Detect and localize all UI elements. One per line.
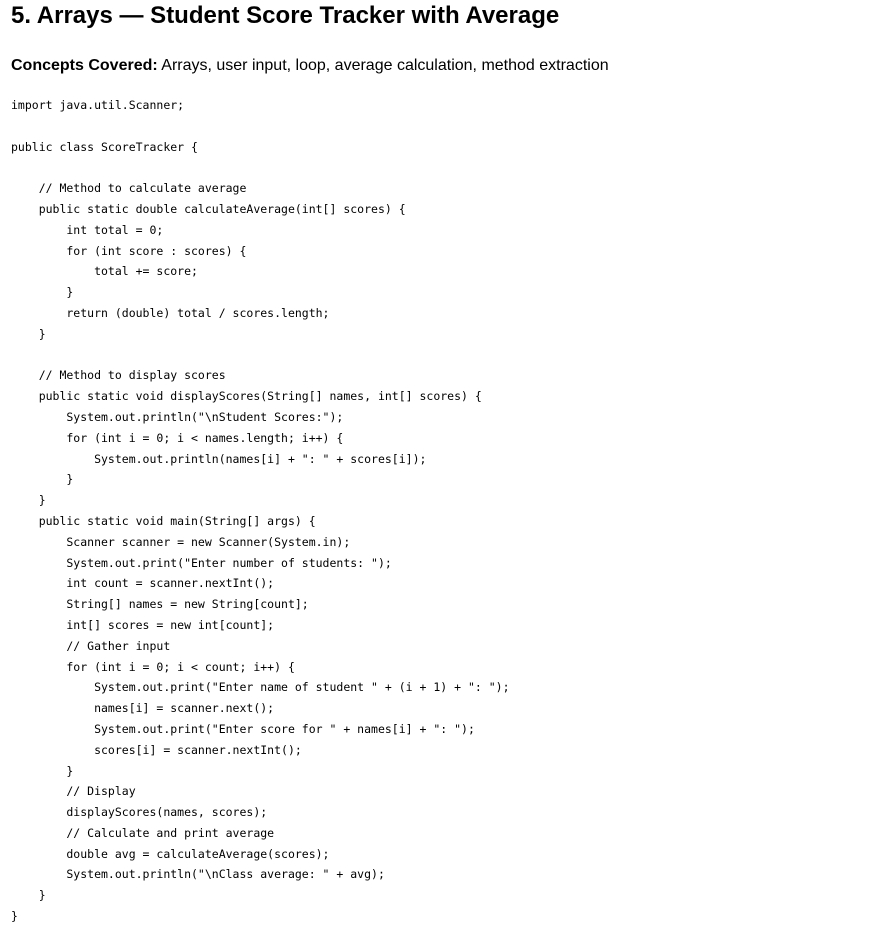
- code-line: }: [11, 285, 74, 300]
- code-line: }: [11, 763, 74, 778]
- code-line: // Display: [11, 784, 136, 799]
- code-line: total += score;: [11, 264, 198, 279]
- code-line: public static void displayScores(String[] names, int[] scores) {: [11, 389, 482, 404]
- code-line: int count = scanner.nextInt();: [11, 576, 275, 591]
- page-title: 5. Arrays — Student Score Tracker with Average: [11, 2, 560, 29]
- concepts-line: [11, 56, 609, 76]
- code-line: scores[i] = scanner.nextInt();: [11, 742, 302, 757]
- code-line: int total = 0;: [11, 222, 164, 237]
- code-line: // Gather input: [11, 638, 171, 653]
- code-line: [11, 116, 510, 137]
- code-line: // Method to calculate average: [11, 181, 247, 196]
- code-line: System.out.println("\nClass average: " + avg);: [11, 867, 385, 882]
- code-line: for (int i = 0; i < names.length; i++) {: [11, 430, 344, 445]
- concepts-text: Arrays, user input, loop, average calculation, method extraction: [157, 57, 609, 74]
- code-line: }: [11, 493, 46, 508]
- code-line: System.out.println("\nStudent Scores:");: [11, 409, 344, 424]
- code-line: public class ScoreTracker {: [11, 139, 198, 154]
- code-line: String[] names = new String[count];: [11, 597, 309, 612]
- concepts-label: Concepts Covered:: [11, 57, 158, 74]
- code-line: // Calculate and print average: [11, 825, 275, 840]
- code-line: System.out.print("Enter name of student " + (i + 1) + ": ");: [11, 680, 510, 695]
- code-line: }: [11, 326, 46, 341]
- code-line: displayScores(names, scores);: [11, 805, 268, 820]
- code-line: }: [11, 909, 18, 924]
- code-block: [11, 95, 510, 927]
- code-line: int[] scores = new int[count];: [11, 617, 275, 632]
- code-line: double avg = calculateAverage(scores);: [11, 846, 330, 861]
- code-line: }: [11, 888, 46, 903]
- code-line: // Method to display scores: [11, 368, 226, 383]
- code-line: [11, 345, 510, 366]
- code-line: for (int score : scores) {: [11, 243, 247, 258]
- code-line: Scanner scanner = new Scanner(System.in);: [11, 534, 351, 549]
- code-line: System.out.print("Enter score for " + names[i] + ": ");: [11, 721, 475, 736]
- code-line: System.out.println(names[i] + ": " + scores[i]);: [11, 451, 427, 466]
- code-line: System.out.print("Enter number of students: ");: [11, 555, 392, 570]
- code-line: for (int i = 0; i < count; i++) {: [11, 659, 295, 674]
- code-line: return (double) total / scores.length;: [11, 305, 330, 320]
- code-line: public static void main(String[] args) {: [11, 513, 316, 528]
- code-line: names[i] = scanner.next();: [11, 701, 275, 716]
- code-line: [11, 157, 510, 178]
- code-line: }: [11, 472, 74, 487]
- code-line: public static double calculateAverage(int[] scores) {: [11, 201, 406, 216]
- code-line: import java.util.Scanner;: [11, 98, 185, 112]
